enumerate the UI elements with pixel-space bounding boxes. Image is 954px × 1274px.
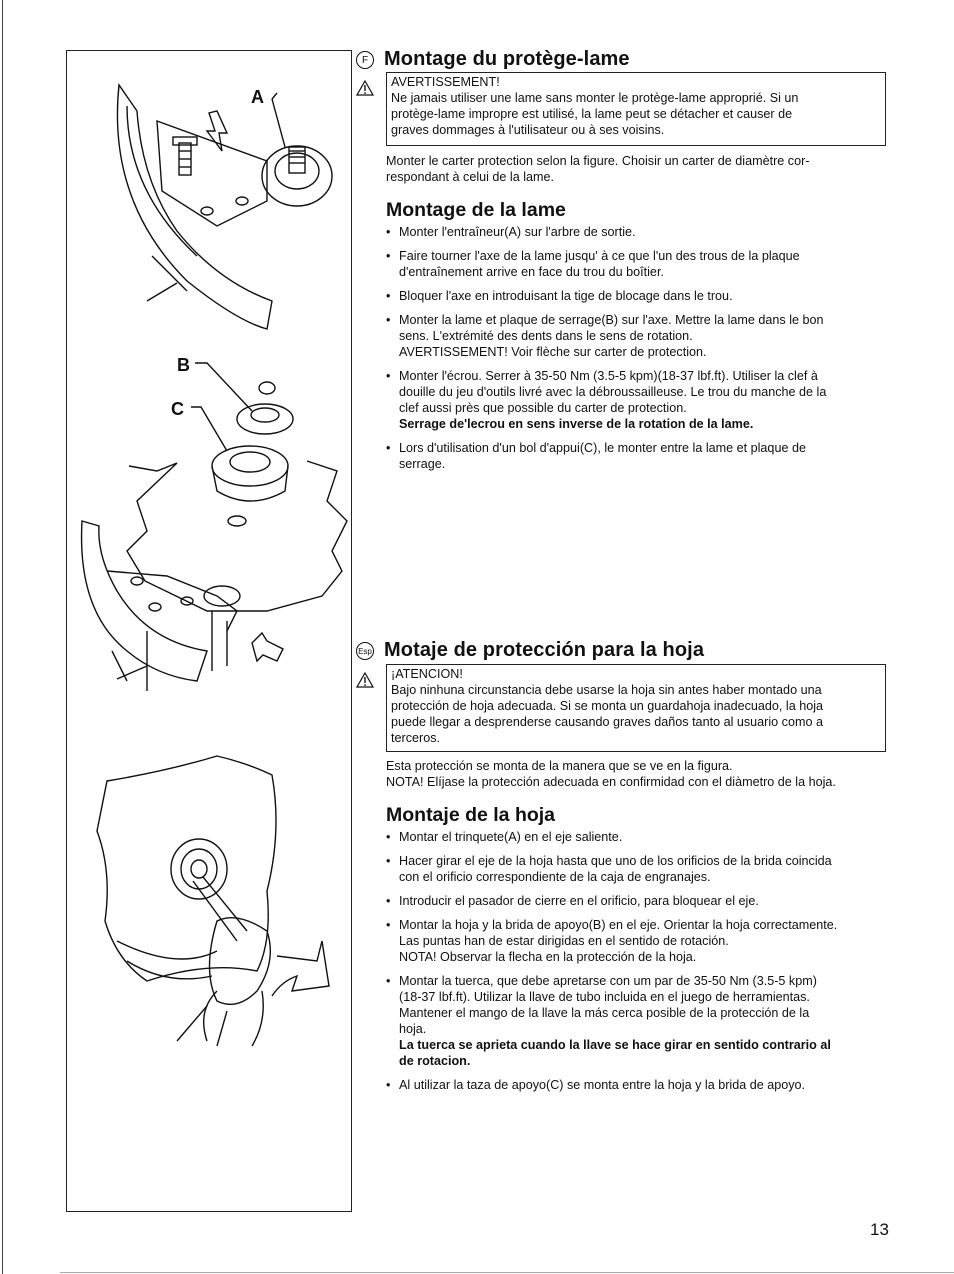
step-line: • Al utilizar la taza de apoyo(C) se monta entre la hoja y la brida de apoyo.: [399, 1078, 806, 1092]
wrench-tightening-figure: [97, 756, 329, 1046]
step-line: clef aussi près que possible du carter de protection.: [399, 401, 687, 415]
es-warning-title: ¡ATENCION!: [391, 667, 463, 681]
step-line: sens. L'extrémité des dents dans le sens de rotation.: [399, 329, 693, 343]
fr-warning-line: graves dommages à l'utilisateur ou à ses voisins.: [391, 123, 665, 137]
es-warning-box: [386, 664, 886, 752]
list-item: [386, 248, 886, 280]
guard-drive-figure: [117, 85, 332, 329]
step-bold-line: La tuerca se aprieta cuando la llave se hace girar en sentido contrario al: [399, 1038, 831, 1052]
step-line: • Montar el trinquete(A) en el eje saliente.: [399, 830, 623, 844]
list-item: [386, 288, 886, 304]
fr-steps-list: [386, 224, 886, 472]
list-item: [386, 368, 886, 432]
es-intro-line: NOTA! Elíjase la protección adecuada en confirmidad con el diàmetro de la hoja.: [386, 775, 836, 789]
step-line: • Hacer girar el eje de la hoja hasta que uno de los orificios de la brida coincida: [399, 854, 832, 868]
list-item: [386, 1077, 886, 1093]
figure-label-a: A: [251, 87, 264, 107]
fr-intro-line: respondant à celui de la lame.: [386, 170, 555, 184]
es-heading: [356, 639, 704, 662]
es-intro: [386, 758, 886, 790]
es-warning-line: Bajo ninhuna circunstancia debe usarse la hoja sin antes haber montado una: [391, 683, 822, 697]
lang-mark-es: Esp: [356, 642, 374, 660]
list-item: [386, 312, 886, 360]
step-line: con el orificio correspondiente de la caja de engranajes.: [399, 870, 711, 884]
step-line: • Monter l'écrou. Serrer à 35-50 Nm (3.5-5 kpm)(18-37 lbf.ft). Utiliser la clef à: [399, 369, 818, 383]
step-line: douille du jeu d'outils livré avec la débroussailleuse. Le trou du manche de la: [399, 385, 827, 399]
fr-title: Montage du protège-lame: [384, 48, 630, 70]
fr-warning-box: [386, 72, 886, 146]
es-warning-line: protección de hoja adecuada. Si se monta un guardahoja inadecuado, la hoja: [391, 699, 824, 713]
step-bold-line: de rotacion.: [399, 1054, 471, 1068]
fr-heading: [356, 48, 630, 71]
list-item: [386, 224, 886, 240]
step-line: • Introducir el pasador de cierre en el orificio, para bloquear el eje.: [399, 894, 759, 908]
step-line: hoja.: [399, 1022, 427, 1036]
step-line: • Montar la hoja y la brida de apoyo(B) en el eje. Orientar la hoja correctamente.: [399, 918, 838, 932]
page-edge-line: [2, 0, 3, 1274]
step-line: (18-37 lbf.ft). Utilizar la llave de tubo incluida en el juego de herramientas.: [399, 990, 810, 1004]
es-steps-list: [386, 829, 886, 1093]
step-line: Las puntas han de estar dirigidas en el sentido de rotación.: [399, 934, 729, 948]
es-warning-line: terceros.: [391, 731, 440, 745]
es-subtitle: Montaje de la hoja: [386, 804, 556, 826]
es-intro-line: Esta protección se monta de la manera que se ve en la figura.: [386, 759, 733, 773]
list-item: [386, 893, 886, 909]
figure-label-b: B: [177, 355, 190, 375]
step-line: Mantener el mango de la llave la más cerca posible de la protección de la: [399, 1006, 810, 1020]
es-warning-line: puede llegar a desprenderse causando graves daños tanto al usuario como a: [391, 715, 823, 729]
step-bold-line: Serrage de'lecrou en sens inverse de la rotation de la lame.: [399, 417, 754, 431]
step-line: • Montar la tuerca, que debe apretarse con um par de 35-50 Nm (3.5-5 kpm): [399, 974, 817, 988]
es-title: Motaje de protección para la hoja: [384, 639, 705, 661]
list-item: [386, 829, 886, 845]
step-line: d'entraînement arrive en face du trou du boîtier.: [399, 265, 664, 279]
step-line: serrage.: [399, 457, 446, 471]
step-line: • Lors d'utilisation d'un bol d'appui(C), le monter entre la lame et plaque de: [399, 441, 806, 455]
bottom-rule: [60, 1272, 954, 1273]
list-item: [386, 853, 886, 885]
step-line: • Bloquer l'axe en introduisant la tige de blocage dans le trou.: [399, 289, 733, 303]
figure-label-c: C: [171, 399, 184, 419]
fr-intro: [386, 153, 886, 185]
step-line: • Faire tourner l'axe de la lame jusqu' à ce que l'un des trous de la plaque: [399, 249, 800, 263]
blade-assembly-figure: [82, 355, 347, 691]
step-line: • Monter l'entraîneur(A) sur l'arbre de sortie.: [399, 225, 636, 239]
assembly-illustration: [67, 51, 353, 1213]
illustration-panel: [66, 50, 352, 1212]
fr-intro-line: Monter le carter protection selon la figure. Choisir un carter de diamètre cor-: [386, 154, 810, 168]
fr-subtitle: Montage de la lame: [386, 199, 566, 221]
fr-warning-line: protège-lame impropre est utilisé, la lame peut se détacher et causer de: [391, 107, 793, 121]
warning-triangle-icon: [356, 80, 374, 96]
fr-warning-line: Ne jamais utiliser une lame sans monter le protège-lame approprié. Si un: [391, 91, 799, 105]
list-item: [386, 440, 886, 472]
step-line: NOTA! Observar la flecha en la protección de la hoja.: [399, 950, 697, 964]
step-line: • Monter la lame et plaque de serrage(B) sur l'axe. Mettre la lame dans le bon: [399, 313, 824, 327]
warning-triangle-icon: [356, 672, 374, 688]
list-item: [386, 917, 886, 965]
page-number: 13: [870, 1220, 889, 1239]
list-item: [386, 973, 886, 1069]
step-line: AVERTISSEMENT! Voir flèche sur carter de protection.: [399, 345, 707, 359]
fr-warning-title: AVERTISSEMENT!: [391, 75, 500, 89]
lang-mark-fr: F: [356, 51, 374, 69]
